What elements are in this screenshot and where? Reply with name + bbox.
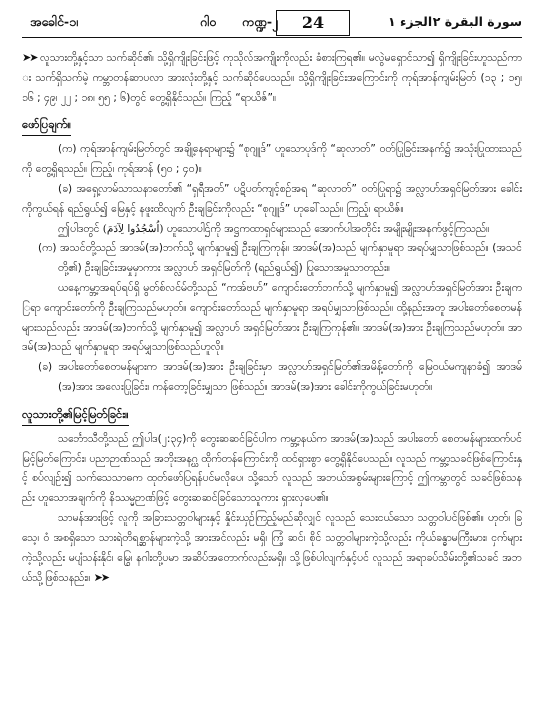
arabic-quote: (اُسْجُدُوا لِآدَمَ) [102,222,164,235]
explanation-point-kha: (ခ) အပါးတော်စေတမန်များက အာဒမ်(အ)အား ဦးချခြင်းမှာ အလ္လာဟ်အရှင်မြတ်၏အမိန့်တော်ကို မြေဝယ်မကျနာခံ၍ အာဒမ်(အ)အား အလေးပြုခြင်း၊ ကန်တော့ခြင်းမျှသာ ဖြစ်သည်။ အာဒမ်(အ)အား ခေါင်းကိုကွယ်ခြင်းမဟုတ်။ [38,361,522,393]
section-human-dignity [22,398,522,589]
human-dignity-para-1: သင်္ဘောသီတို့သည် ဤပါဒ(၂:၃၄)ကို တွေးဆဆင်ခြင်ပါက ကမ္ဘာ့နယ်က အာဒမ်(အ)သည် အပါးတော် စေတမန်များထက်ပင် မြင့်မြတ်ကြောင်း၊ ပညာဉာဏ်သည် အဘိုးအနဂ္ဃ ထိုက်တန်ကြောင်းကို ထင်ရှားစွာ တွေ့ရှိနိုင်ပေသည်။ လူသည် ကမ္ဘာ့သခင်ဖြစ်ကြောင်းနှင့် စပ်လျဉ်း၍ သက်သေသာဓက ထုတ်ဖော်ပြရန်ပင်မလိုပေ၊ သို့သော် လူသည် အဘယ်အစွမ်းများကြောင့် ဤကမ္ဘာတွင် သခင်ဖြစ်သနည်း ဟူသောအချက်ကို နိဿမ္မဉာဏ်ဖြင့် တွေးဆဆင်ခြင်သောသူကား ရှားလှပေ၏။ [22,432,522,505]
double-arrow-icon: ➤➤ [93,571,109,585]
explanation-para-c [22,220,522,240]
human-dignity-para-2 [22,509,522,589]
header-divider [22,37,522,38]
header-number: ဂါ၀ [200,14,217,29]
intro-text: လူသားတို့နှင့်သာ သက်ဆိုင်၏၊ သို့ရှိကျိုးခြင်းဖြင့် ကုသိုလ်အကျိုးကိုလည်း ခံစားကြရ၏။ မလွဲမရှောင်သာ၍ ရှိကျိုးခြင်းဟူသည်ကား သက်ရှိသက်မဲ့ ကမ္ဘာတန်ဆာပလာ အားလုံးတို့နှင့် သက်ဆိုင်ပေသည်။ သို့ရှိကျိုးခြင်းအကြောင်းကို ကုရ်အာန်ကျမ်းမြတ် (၁၃ ; ၁၅၊ ၁၆ ; ၄၉၊ ၂၂ ; ၁၈၊ ၅၅ ; ၆)တွင် တွေ့ရှိနိုင်သည်။ ကြည့် “ရာယိဇ်”။ [22,52,522,104]
intro-paragraph [22,48,522,108]
human-dignity-para-2-text: သာမန်အားဖြင့် လူကို အခြားသတ္တဝါများနှင့် နှိုင်းယှဉ်ကြည့်မည်ဆိုလျှင် လူသည် သေးငယ်သော သတ္တဝါပင်ဖြစ်၏။ ဟုတ်၊ ခြသေ့၊ ဝံ အစရှိသော သားရဲတိရစ္ဆာန်များကဲ့သို့ အားအင်လည်း မရှိ၊ ကြံ့ ဆင်၊ စိုင် သတ္တဝါများကဲ့သို့လည်း ကိုယ်ခန္ဓာမကြီးမား၊ ငှက်များကဲ့သို့လည်း မပျံသန်းနိုင်၊ မြွေ၊ နဂါးတို့ပမာ အဆိပ်အတောက်လည်းမရှိ။ သို့ဖြစ်ပါလျက်နှင့်ပင် လူသည် အရာခပ်သိမ်းတို့၏သခင် အဘယ်သို့ဖြစ်သနည်း။ [22,511,522,585]
para-c-tail: ဟူသောပါဌ်ကို အဋ္ဌကထာရှင်များသည် အောက်ပါအတိုင်း အမျိုးမျိုးအနက်ဖွင့်ကြသည်။ [166,222,490,235]
page-header [22,10,522,40]
header-surah: سورة البقرة ٢ [432,14,522,29]
header-juz: الجزء ١ [388,14,433,29]
explanation-para-d: ယနေ့ကမ္ဘာ့အရပ်ရပ်ရှိ မွတ်စ်လင်မ်တို့သည် “ကအ်ဗဟ်” ကျောင်းတော်ဘက်သို့ မျက်နှာမူ၍ အလ္လာဟ်အရှင်မြတ်အား ဦးချကြရာ ကျောင်းတော်ကို ဦးချကြသည်မဟုတ်။ ကျောင်းတော်သည် မျက်နှာမူရာ အရပ်မျှသာဖြစ်သည်။ ထို့နည်းအတူ အပါးတော်စေတမန်များသည်လည်း အာဒမ်(အ)ဘက်သို့ မျက်နှာမူ၍ အလ္လာဟ် အရှင်မြတ်အား ဦးချကြကုန်၏။ အာဒမ်(အ)အား ဦးချကြသည်မဟုတ်။ အာဒမ်(အ)သည် မျက်နှာမူရာ အရပ်မျှသာဖြစ်သည်ဟူလို။ [22,281,522,354]
page-number: 24 [276,10,350,36]
header-section: အခေါင်-၁၊ [30,14,79,29]
document-page [22,10,522,585]
explanation-heading: ဖော်ပြချက်။ [22,117,71,136]
double-arrow-icon: ➤➤ [22,51,37,64]
explanation-point-ka: (က) အသင်တို့သည် အာဒမ်(အ)ဘက်သို့ မျက်နှာမူ၍ ဦးချကြကုန်။ အာဒမ်(အ)သည် မျက်နှာမူရာ အရပ်မျှသာဖြစ်သည်။ (အသင်တို့၏) ဦးချခြင်းအမှုမှာကား အလ္လာဟ် အရှင်မြတ်ကို (ရည်ရွယ်၍) ပြုသောအမှုသာတည်း။ [38,242,522,275]
para-c-lead: ဤပါဒတွင် [58,222,100,235]
human-dignity-heading: လူသားတို့၏မြင့်မြတ်ခြင်း။ [22,407,129,426]
section-explanation [22,108,522,397]
header-page-label: ကဏ္ဍ-၂ [242,14,279,29]
page-body [22,48,522,589]
explanation-para-a: (က) ကုရ်အာန်ကျမ်းမြတ်တွင် အချို့နေရာများ၌ “စုဂျူဒ်” ဟူသောပုဒ်ကို “ဆုလာတ်” ဝတ်ပြုခြင်းအနက်၌ အသုံးပြုထားသည်ကို တွေ့ရှိရသည်။ ကြည့်၊ ကုရ်အာန် (၅၀ ; ၄၀)။ [22,143,522,176]
explanation-para-b: (ခ) အရှေ့လာမ်သာသနာတော်၏ “ရှရီအတ်” ပဋိပတ်ကျင့်စဉ်အရ “ဆုလာတ်” ဝတ်ပြုရာ၌ အလ္လာဟ်အရှင်မြတ်အား ခေါင်းကိုကွယ်ရန် ရည်ရွယ်၍ မြေနှင့် နဖူးထိလျက် ဦးချခြင်းကိုလည်း “စုဂျူဒ်” ဟုခေါ်သည်။ ကြည့်၊ ရာယိဇ်။ [22,182,522,215]
